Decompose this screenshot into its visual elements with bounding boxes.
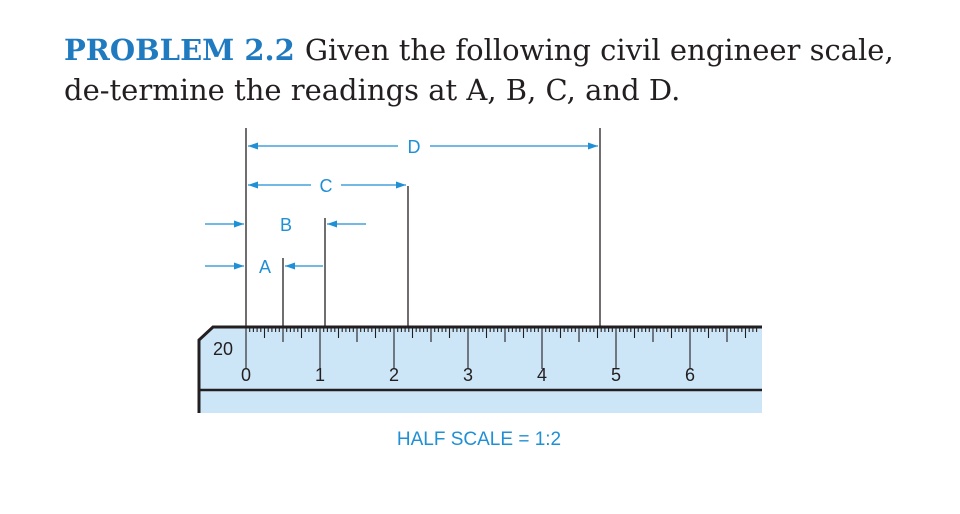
scale-number: 3: [462, 365, 474, 385]
engineer-scale: [199, 327, 762, 413]
scale-number: 0: [240, 365, 252, 385]
scale-number: 5: [610, 365, 622, 385]
dimension-d: [248, 137, 598, 157]
extension-lines: [246, 128, 600, 342]
dimension-label-a: A: [258, 257, 272, 277]
scale-caption: HALF SCALE = 1:2: [396, 429, 562, 450]
scale-number: 1: [314, 365, 326, 385]
problem-text: Given the following civil engineer scale, de-termine the readings at A, B, C, and D.: [64, 33, 894, 107]
dimension-a: [205, 257, 323, 277]
dimension-label-b: B: [279, 215, 293, 235]
scale-number: 4: [536, 365, 548, 385]
dimension-c: [248, 176, 406, 196]
scale-number: 2: [388, 365, 400, 385]
dimension-label-d: D: [407, 137, 421, 157]
scale-ratio-label: 20: [213, 339, 234, 359]
dimension-label-c: C: [319, 176, 333, 196]
scale-number: 6: [684, 365, 696, 385]
problem-number: PROBLEM 2.2: [64, 33, 295, 67]
dimension-b: [205, 215, 366, 235]
